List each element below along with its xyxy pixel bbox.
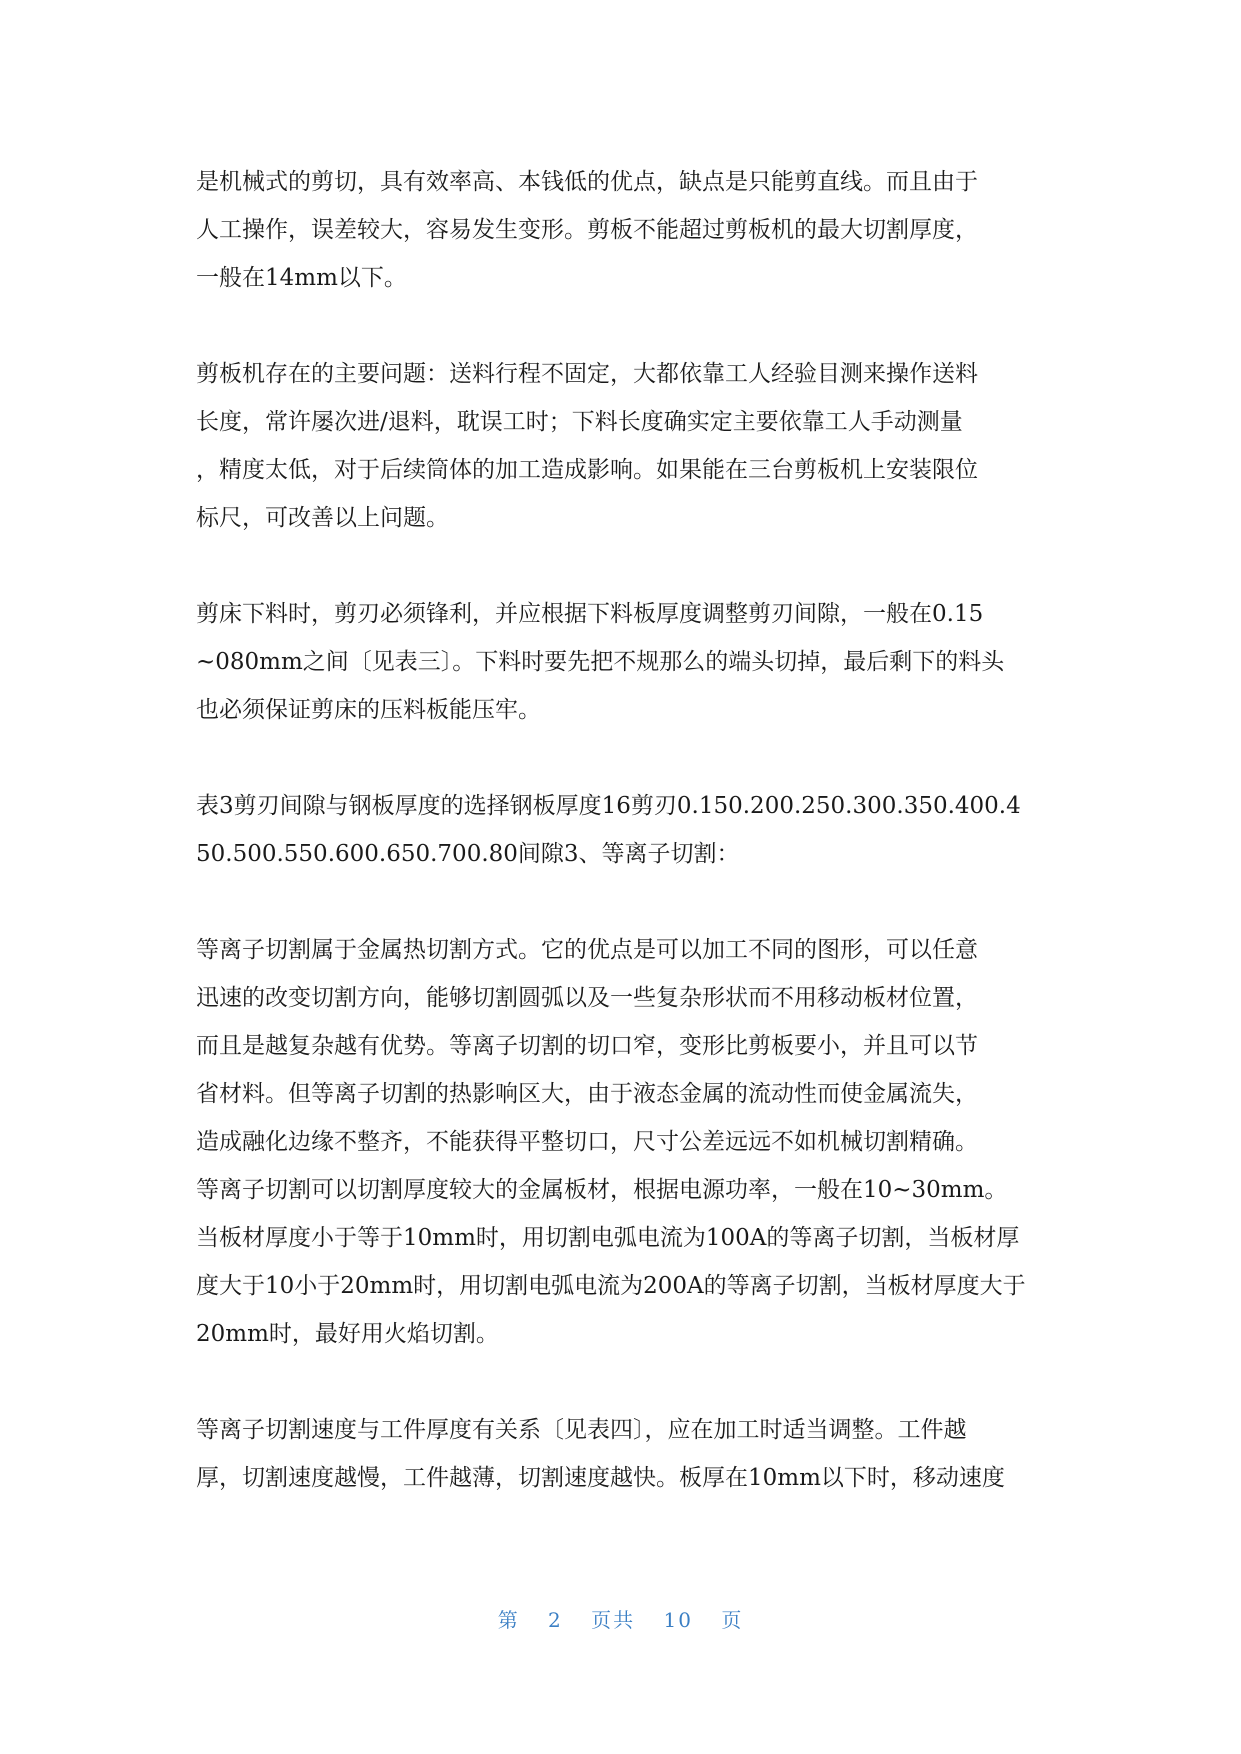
paragraph-table-3	[196, 782, 1052, 878]
paragraph-blade-clearance	[196, 590, 1052, 734]
text-line: 而且是越复杂越有优势。等离子切割的切口窄，变形比剪板要小，并且可以节	[196, 1033, 978, 1059]
text-line: 表3剪刃间隙与钢板厚度的选择钢板厚度16剪刃0.150.200.250.300.350.400.4	[196, 793, 1021, 819]
page-number-footer	[0, 1604, 1241, 1633]
text-line: 等离子切割速度与工件厚度有关系〔见表四〕，应在加工时适当调整。工件越	[196, 1417, 967, 1443]
text-line: 省材料。但等离子切割的热影响区大，由于液态金属的流动性而使金属流失，	[196, 1081, 978, 1107]
text-line: 人工操作，误差较大，容易发生变形。剪板不能超过剪板机的最大切割厚度，	[196, 217, 978, 243]
text-line: 50.500.550.600.650.700.80间隙3、等离子切割：	[196, 841, 740, 867]
text-line: 标尺，可改善以上问题。	[196, 505, 449, 531]
text-line: 厚，切割速度越慢，工件越薄，切割速度越快。板厚在10mm以下时，移动速度	[196, 1465, 1005, 1491]
text-line: 迅速的改变切割方向，能够切割圆弧以及一些复杂形状而不用移动板材位置，	[196, 985, 978, 1011]
text-line: 当板材厚度小于等于10mm时，用切割电弧电流为100A的等离子切割，当板材厚	[196, 1225, 1020, 1251]
footer-label-end: 页	[721, 1608, 744, 1632]
footer-total-pages: 10	[663, 1608, 693, 1632]
text-line: 等离子切割可以切割厚度较大的金属板材，根据电源功率，一般在10~30mm。	[196, 1177, 1008, 1203]
text-line: 剪板机存在的主要问题：送料行程不固定，大都依靠工人经验目测来操作送料	[196, 361, 978, 387]
text-line: 等离子切割属于金属热切割方式。它的优点是可以加工不同的图形，可以任意	[196, 937, 978, 963]
text-line: ~080mm之间〔见表三〕。下料时要先把不规那么的端头切掉，最后剩下的料头	[196, 649, 1005, 675]
text-line: 长度，常许屡次进/退料，耽误工时；下料长度确实定主要依靠工人手动测量	[196, 409, 963, 435]
footer-label-page: 第	[497, 1608, 520, 1632]
document-body	[196, 158, 1052, 1550]
text-line: 20mm时，最好用火焰切割。	[196, 1321, 499, 1347]
paragraph-shearing-overview	[196, 158, 1052, 302]
paragraph-plasma-speed	[196, 1406, 1052, 1502]
text-line: 是机械式的剪切，具有效率高、本钱低的优点，缺点是只能剪直线。而且由于	[196, 169, 978, 195]
text-line: 剪床下料时，剪刃必须锋利，并应根据下料板厚度调整剪刃间隙，一般在0.15	[196, 601, 984, 627]
text-line: 一般在14mm以下。	[196, 265, 407, 291]
paragraph-plasma-cutting	[196, 926, 1052, 1358]
text-line: 度大于10小于20mm时，用切割电弧电流为200A的等离子切割，当板材厚度大于	[196, 1273, 1026, 1299]
text-line: ，精度太低，对于后续筒体的加工造成影响。如果能在三台剪板机上安装限位	[196, 457, 978, 483]
footer-current-page: 2	[548, 1608, 563, 1632]
text-line: 也必须保证剪床的压料板能压牢。	[196, 697, 541, 723]
paragraph-shearing-problems	[196, 350, 1052, 542]
text-line: 造成融化边缘不整齐，不能获得平整切口，尺寸公差远远不如机械切割精确。	[196, 1129, 978, 1155]
footer-label-of: 页共	[591, 1608, 636, 1632]
